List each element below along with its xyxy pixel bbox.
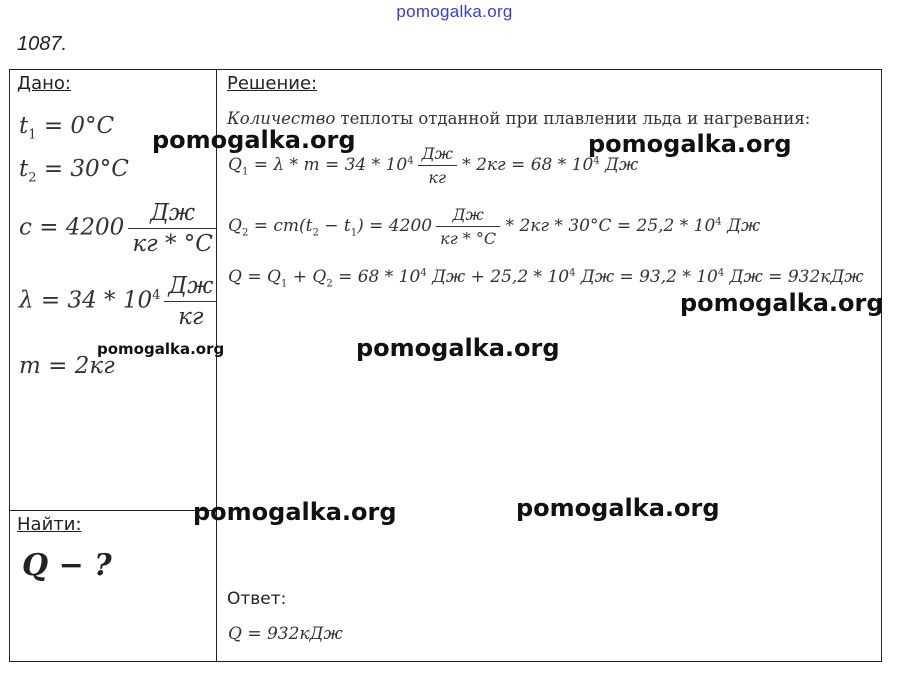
given-t1: $t_1 = 0^\circ C$ [19, 113, 115, 143]
watermark: pomogalka.org [97, 340, 225, 358]
watermark: pomogalka.org [516, 494, 720, 522]
watermark: pomogalka.org [356, 334, 560, 362]
answer-label: Ответ: [227, 589, 287, 609]
answer-value: Q = 932кДж [228, 624, 343, 644]
equation-q1: $Q_1 = \lambda * m = 34 * 10^4$ $\frac{Дж}{кг}$ * $2кг = 68 * 10^4$ Дж [228, 144, 639, 187]
solution-intro: Количество теплоты отданной при плавлении льда и нагревания: [227, 109, 811, 128]
problem-number: 1087. [17, 33, 68, 55]
watermark: pomogalka.org [152, 126, 356, 154]
given-heading: Дано: [17, 73, 71, 94]
watermark: pomogalka.org [680, 289, 884, 317]
given-latent-heat: $\lambda = 34 * 10^4$ $\frac{Дж}{кг}$ [19, 273, 217, 330]
solution-heading: Решение: [227, 73, 318, 94]
given-find-divider [9, 510, 217, 511]
column-divider [216, 69, 217, 662]
given-t2: $t_2 = 30^\circ C$ [19, 156, 129, 186]
given-mass: m = 2кг [19, 353, 115, 379]
find-expression: Q − ? [22, 548, 112, 583]
find-heading: Найти: [17, 514, 82, 535]
watermark: pomogalka.org [588, 130, 792, 158]
site-link[interactable]: pomogalka.org [396, 2, 513, 21]
watermark: pomogalka.org [193, 498, 397, 526]
equation-q2: $Q_2 = cm(t_2 - t_1) = 4200$ $\frac{Дж}{кг * ^\circ C}$ * $2кг * 30^\circ C = 25,2 * 10^4$ Дж [228, 205, 761, 248]
equation-q-total: $Q = Q_1 + Q_2 = 68 * 10^4$ Дж + $25,2 * 10^4$ Дж = $93,2 * 10^4$ Дж = 932кДж [228, 267, 864, 290]
given-specific-heat: c = 4200 $\frac{Дж}{кг * ^\circ C}$ [19, 200, 217, 257]
